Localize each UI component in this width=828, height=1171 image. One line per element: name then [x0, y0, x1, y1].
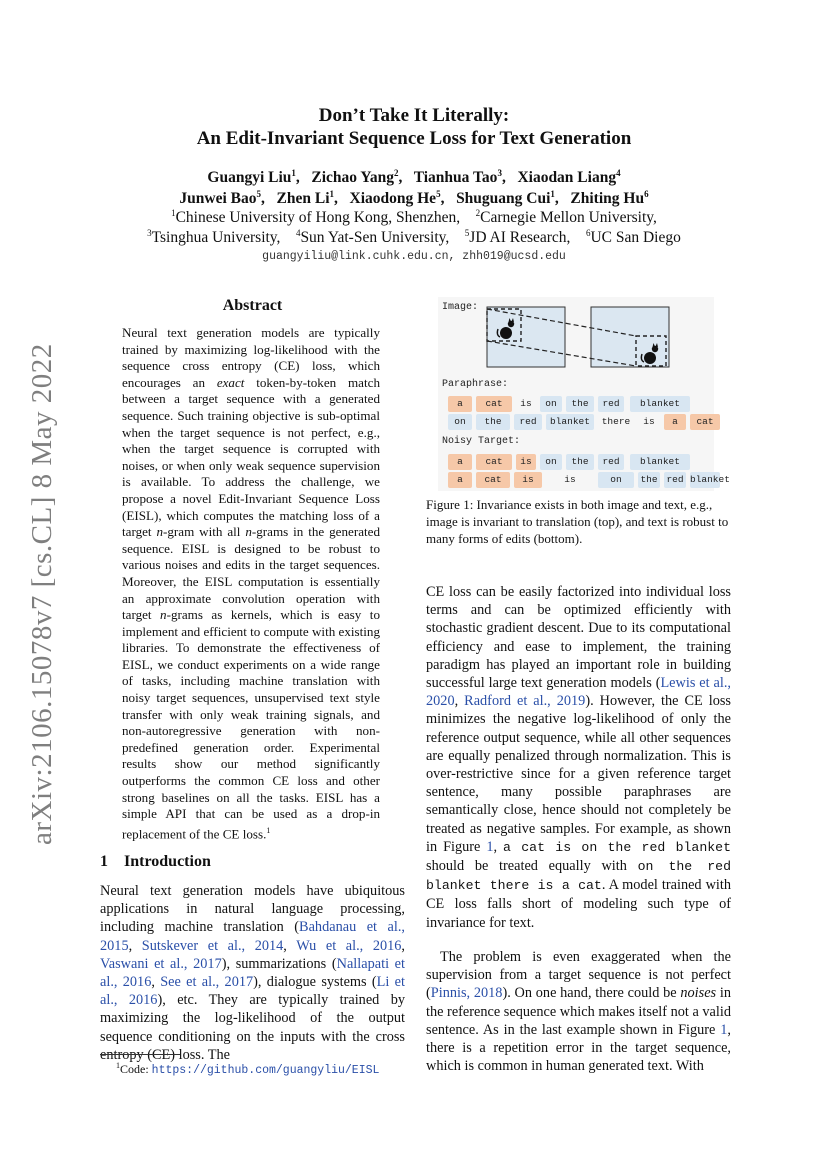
- footnote: [116, 1061, 379, 1077]
- text-run: ,: [454, 693, 465, 710]
- text-run: ,: [151, 974, 161, 991]
- citation-link[interactable]: Nallapati et al., 2016: [100, 955, 405, 991]
- figure-image-illustration: [438, 297, 714, 377]
- token-chip: red: [514, 414, 542, 430]
- token-chip: there: [601, 416, 631, 427]
- text-run: ), etc. They are typically trained by maximizing the log-likelihood of the output sequence conditioning on the inputs with the cross entropy (CE) loss. The: [100, 992, 406, 1063]
- token-chip: blanket: [690, 472, 720, 488]
- token-chip: the: [638, 472, 660, 488]
- text-run: Neural text generation models have ubiquitous applications in natural language processing, including machine translation (: [100, 883, 405, 936]
- text-run: should be treated equally with: [426, 858, 638, 875]
- affiliation-name: Sun Yat-Sen University,: [300, 229, 450, 247]
- code-text: on the red blanket there is a cat: [426, 859, 731, 894]
- token-chip: cat: [690, 414, 720, 430]
- figure-1: [438, 297, 730, 491]
- token-chip: red: [598, 396, 624, 412]
- citation-link[interactable]: Sutskever et al., 2014: [141, 937, 284, 954]
- affiliation-number: 3: [147, 228, 152, 238]
- figure-1-caption: Figure 1: Invariance exists in both image and text, e.g., image is invariant to translation (top), and text is robust to many forms of edits (bottom).: [426, 497, 729, 546]
- text-run: -gram with all: [163, 524, 246, 540]
- token-chip: a: [664, 414, 686, 430]
- title-line-2: An Edit-Invariant Sequence Loss for Text Generation: [196, 128, 632, 149]
- text-run: ,: [401, 937, 405, 954]
- affiliation-marker: 1: [550, 189, 555, 199]
- emphasis: n: [160, 607, 167, 623]
- citation-link[interactable]: 1: [486, 838, 494, 855]
- text-run: ,: [283, 937, 297, 954]
- citation-link[interactable]: Pinnis, 2018: [430, 985, 503, 1002]
- translated-image-box: [591, 307, 669, 367]
- footnote-code-link[interactable]: https://github.com/guangyliu/EISL: [151, 1064, 380, 1077]
- footnote-ref[interactable]: 1: [266, 825, 271, 835]
- text-run: ), dialogue systems (: [253, 974, 377, 991]
- text-run: ). On one hand, there could be: [502, 985, 681, 1002]
- citation-link[interactable]: Radford et al., 2019: [464, 693, 586, 710]
- footnote-label: Code:: [120, 1062, 152, 1076]
- author-name: Junwei Bao: [179, 190, 257, 208]
- token-chip: is: [516, 454, 536, 470]
- token-chip: blanket: [630, 454, 690, 470]
- emphasis: exact: [216, 374, 245, 390]
- token-chip: is: [564, 474, 576, 485]
- arxiv-stamp: arXiv:2106.15078v7 [cs.CL] 8 May 2022: [26, 343, 58, 845]
- text-run: , there is a repetition error in the target sequence, which is common in human generated text. With: [426, 1021, 731, 1075]
- text-run: CE loss can be easily factorized into individual loss terms and can be optimized efficiently with stochastic gradient descent. Due to its computational efficiency and ease to implement, the training paradigm has played an important role in building successful large text generation models (: [426, 584, 731, 692]
- affiliation-marker: 5: [256, 189, 262, 199]
- token-chip: cat: [476, 472, 510, 488]
- author-name: Shuguang Cui: [456, 190, 551, 208]
- text-run: ), summarizations (: [221, 955, 337, 972]
- token-chip: the: [566, 454, 594, 470]
- affiliations-line-1: [0, 208, 828, 227]
- token-chip: blanket: [546, 414, 594, 430]
- emphasis: n: [245, 524, 252, 540]
- affiliation-name: UC San Diego: [590, 229, 681, 247]
- text-run: -grams in the generated sequence. EISL is designed to be robust to various noises and edits in the target sequences. Moreover, the EISL computation is essentially an approximate convolution operation with target: [122, 524, 381, 623]
- authors-line-1: Guangyi Liu$^1$, Zichao Yang$^2$, Tianhua Tao$^3$, Xiaodan Liang$^4$: [207, 168, 621, 187]
- token-chip: on: [448, 414, 472, 430]
- token-chip: the: [476, 414, 510, 430]
- token-chip: blanket: [630, 396, 690, 412]
- citation-link[interactable]: 1: [720, 1021, 728, 1038]
- token-chip: a: [448, 396, 472, 412]
- affiliation-number: 6: [585, 228, 591, 238]
- abstract-heading: Abstract: [222, 297, 283, 314]
- author-name: Xiaodan Liang: [517, 169, 617, 187]
- text-run: -grams as kernels, which is easy to implement and efficient to compute with existing libraries. To demonstrate the effectiveness of EISL, we conduct experiments on a wide range of tasks, including machine translation with noisy target sequences, unsupervised text style transfer with only weak training signals, and non-autoregressive generation with non-predefined generation order. Experimental results show our method significantly outperforms the common CE loss and other strong baselines on all the tasks. EISL has a simple API that can be used as a drop-in replacement of the CE loss.: [122, 607, 380, 842]
- affiliation-number: 2: [475, 208, 481, 218]
- affiliation-marker: 4: [616, 168, 621, 178]
- token-chip: a: [448, 454, 472, 470]
- citation-link[interactable]: Li et al., 2016: [100, 974, 405, 1009]
- figure-noisy-target-label: Noisy Target:: [442, 436, 521, 447]
- token-chip: red: [664, 472, 686, 488]
- emphasis: n: [156, 524, 164, 540]
- intro-paragraph-1: [100, 882, 405, 1064]
- citation-link[interactable]: Wu et al., 2016: [296, 937, 402, 954]
- author-name: Zhen Li: [276, 190, 330, 208]
- author-name: Zichao Yang: [311, 169, 394, 187]
- text-run: The problem is even exaggerated when the supervision from a target sequence is not perfect (: [426, 949, 731, 1002]
- token-chip: is: [643, 416, 655, 427]
- author-name: Zhiting Hu: [570, 190, 645, 208]
- affiliation-name: JD AI Research,: [469, 229, 571, 247]
- figure-image-label: Image:: [442, 302, 479, 313]
- section-title: Introduction: [124, 853, 211, 870]
- affiliation-number: 4: [295, 228, 301, 238]
- paper-title: [0, 104, 828, 150]
- emphasis: noises: [680, 985, 717, 1002]
- right-paragraph-1: [426, 583, 731, 932]
- authors-line-2: Junwei Bao$^5$, Zhen Li$^1$, Xiaodong He$^5$, Shuguang Cui$^1$, Zhiting Hu$^6$: [179, 189, 649, 208]
- affiliation-marker: 2: [393, 168, 399, 178]
- citation-link[interactable]: See et al., 2017: [160, 974, 254, 991]
- affiliations-line-2: [0, 228, 828, 247]
- title-line-1: Don’t Take It Literally:: [318, 105, 510, 126]
- token-chip: a: [448, 472, 472, 488]
- text-run: ). However, the CE loss minimizes the negative log-likelihood of only the reference output sequence, while all other sequences are equally penalized through normalization. This is over-restrictive since for a given reference target sentence, many possible paraphrases are semantically close, hence should not completely be treated as negative samples. For example, as shown in Figure: [426, 693, 731, 855]
- text-run: token-by-token match between a target sequence with a generated sequence. Such training objective is sub-optimal when the target sequence is not perfect, e.g., when the target sequence is corrupted with noises, or when only weak sequence supervision is available. To address the challenge, we propose a novel Edit-Invariant Sequence Loss (EISL), which computes the matching loss of a target: [122, 374, 380, 540]
- token-chip: on: [540, 454, 562, 470]
- affiliation-marker: 1: [329, 189, 334, 199]
- affiliation-number: 1: [171, 208, 176, 218]
- footnote-rule: [100, 1054, 180, 1055]
- token-chip: cat: [476, 396, 512, 412]
- token-chip: the: [566, 396, 594, 412]
- author-emails: guangyiliu@link.cuhk.edu.cn, zhh019@ucsd.edu: [262, 250, 566, 263]
- affiliation-marker: 3: [497, 168, 502, 178]
- token-chip: is: [514, 472, 542, 488]
- token-chip: on: [598, 472, 634, 488]
- abstract-body: [122, 325, 380, 843]
- text-run: . A model trained with CE loss falls short of modeling such type of invariance for text.: [426, 877, 732, 931]
- figure-paraphrase-label: Paraphrase:: [442, 379, 509, 390]
- affiliation-name: Chinese University of Hong Kong, Shenzhen,: [175, 209, 461, 227]
- token-chip: is: [520, 398, 532, 409]
- footnote-marker: 1: [116, 1061, 120, 1070]
- author-name: Tianhua Tao: [413, 169, 498, 187]
- author-name: Guangyi Liu: [207, 169, 292, 187]
- section-number: 1: [100, 853, 108, 870]
- citation-link[interactable]: Lewis et al., 2020: [426, 675, 731, 710]
- section-heading-introduction: [100, 853, 211, 871]
- author-name: Xiaodong He: [349, 190, 437, 208]
- affiliation-name: Tsinghua University,: [151, 229, 281, 247]
- right-paragraph-2: [426, 948, 731, 1075]
- text-run: Neural text generation models are typically trained by maximizing log-likelihood with the sequence cross entropy (CE) loss, which encourages an: [122, 325, 380, 390]
- citation-link[interactable]: Vaswani et al., 2017: [100, 955, 222, 972]
- code-text: a cat is on the red blanket: [503, 839, 731, 855]
- affiliation-marker: 1: [291, 168, 296, 178]
- token-chip: on: [540, 396, 562, 412]
- affiliation-marker: 6: [644, 189, 649, 199]
- affiliation-number: 5: [464, 228, 470, 238]
- text-run: ,: [128, 937, 142, 954]
- text-run: ,: [493, 838, 504, 855]
- affiliation-name: Carnegie Mellon University,: [480, 209, 657, 227]
- text-run: in the reference sequence which makes itself not a valid sentence. As in the last example shown in Figure: [426, 985, 731, 1038]
- citation-link[interactable]: Bahdanau et al., 2015: [100, 919, 405, 954]
- affiliation-marker: 5: [436, 189, 441, 199]
- token-chip: cat: [476, 454, 512, 470]
- token-chip: red: [598, 454, 624, 470]
